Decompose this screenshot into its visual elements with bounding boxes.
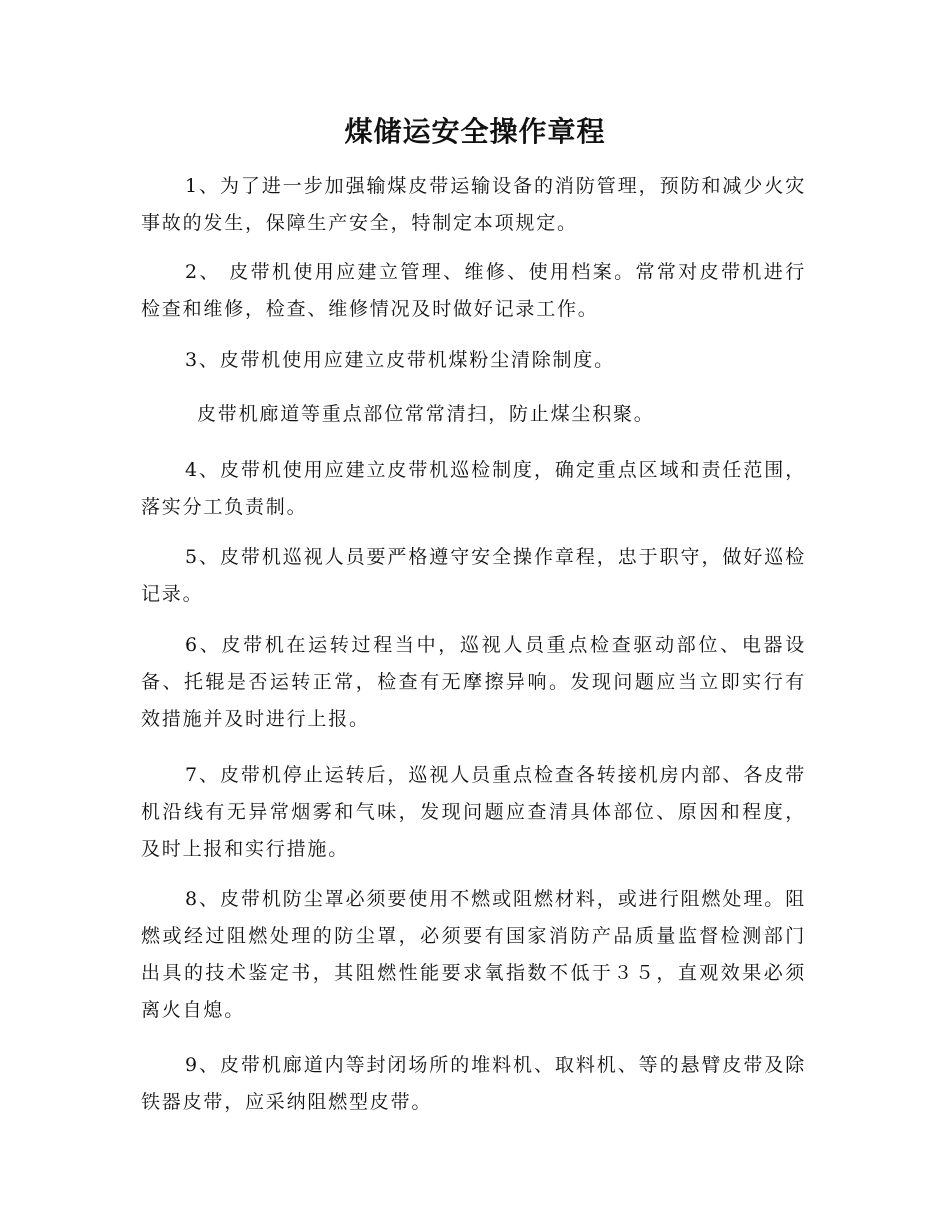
paragraph-3: 3、皮带机使用应建立皮带机煤粉尘清除制度。 <box>185 349 615 371</box>
paragraph-4: 4、皮带机使用应建立皮带机巡检制度，确定重点区域和责任范围，落实分工负责制。 <box>141 459 806 518</box>
paragraph-6: 6、皮带机在运转过程当中，巡视人员重点检查驱动部位、电器设备、托辊是否运转正常，检查有无摩擦异响。发现问题应当立即实行有效措施并及时进行上报。 <box>141 634 806 730</box>
paragraph-1: 1、为了进一步加强输煤皮带运输设备的消防管理，预防和减少火灾事故的发生，保障生产安全，特制定本项规定。 <box>141 175 806 234</box>
paragraph-3-note: 皮带机廊道等重点部位常常清扫，防止煤尘积聚。 <box>197 403 655 425</box>
paragraph-7: 7、皮带机停止运转后，巡视人员重点检查各转接机房内部、各皮带机沿线有无异常烟雾和气味，发现问题应查清具体部位、原因和程度，及时上报和实行措施。 <box>141 764 806 860</box>
page-title: 煤储运安全操作章程 <box>344 115 606 148</box>
paragraph-5: 5、皮带机巡视人员要严格遵守安全操作章程，忠于职守，做好巡检记录。 <box>141 546 806 605</box>
paragraph-2: 2、 皮带机使用应建立管理、维修、使用档案。常常对皮带机进行检查和维修，检查、维修情况及时做好记录工作。 <box>141 261 806 320</box>
paragraph-9: 9、皮带机廊道内等封闭场所的堆料机、取料机、等的悬臂皮带及除铁器皮带，应采纳阻燃型皮带。 <box>141 1054 806 1113</box>
paragraph-8: 8、皮带机防尘罩必须要使用不燃或阻燃材料，或进行阻燃处理。阻燃或经过阻燃处理的防尘罩，必须要有国家消防产品质量监督检测部门出具的技术鉴定书，其阻燃性能要求氧指数不低于３５，直观效果必须离火自熄。 <box>141 888 806 1021</box>
